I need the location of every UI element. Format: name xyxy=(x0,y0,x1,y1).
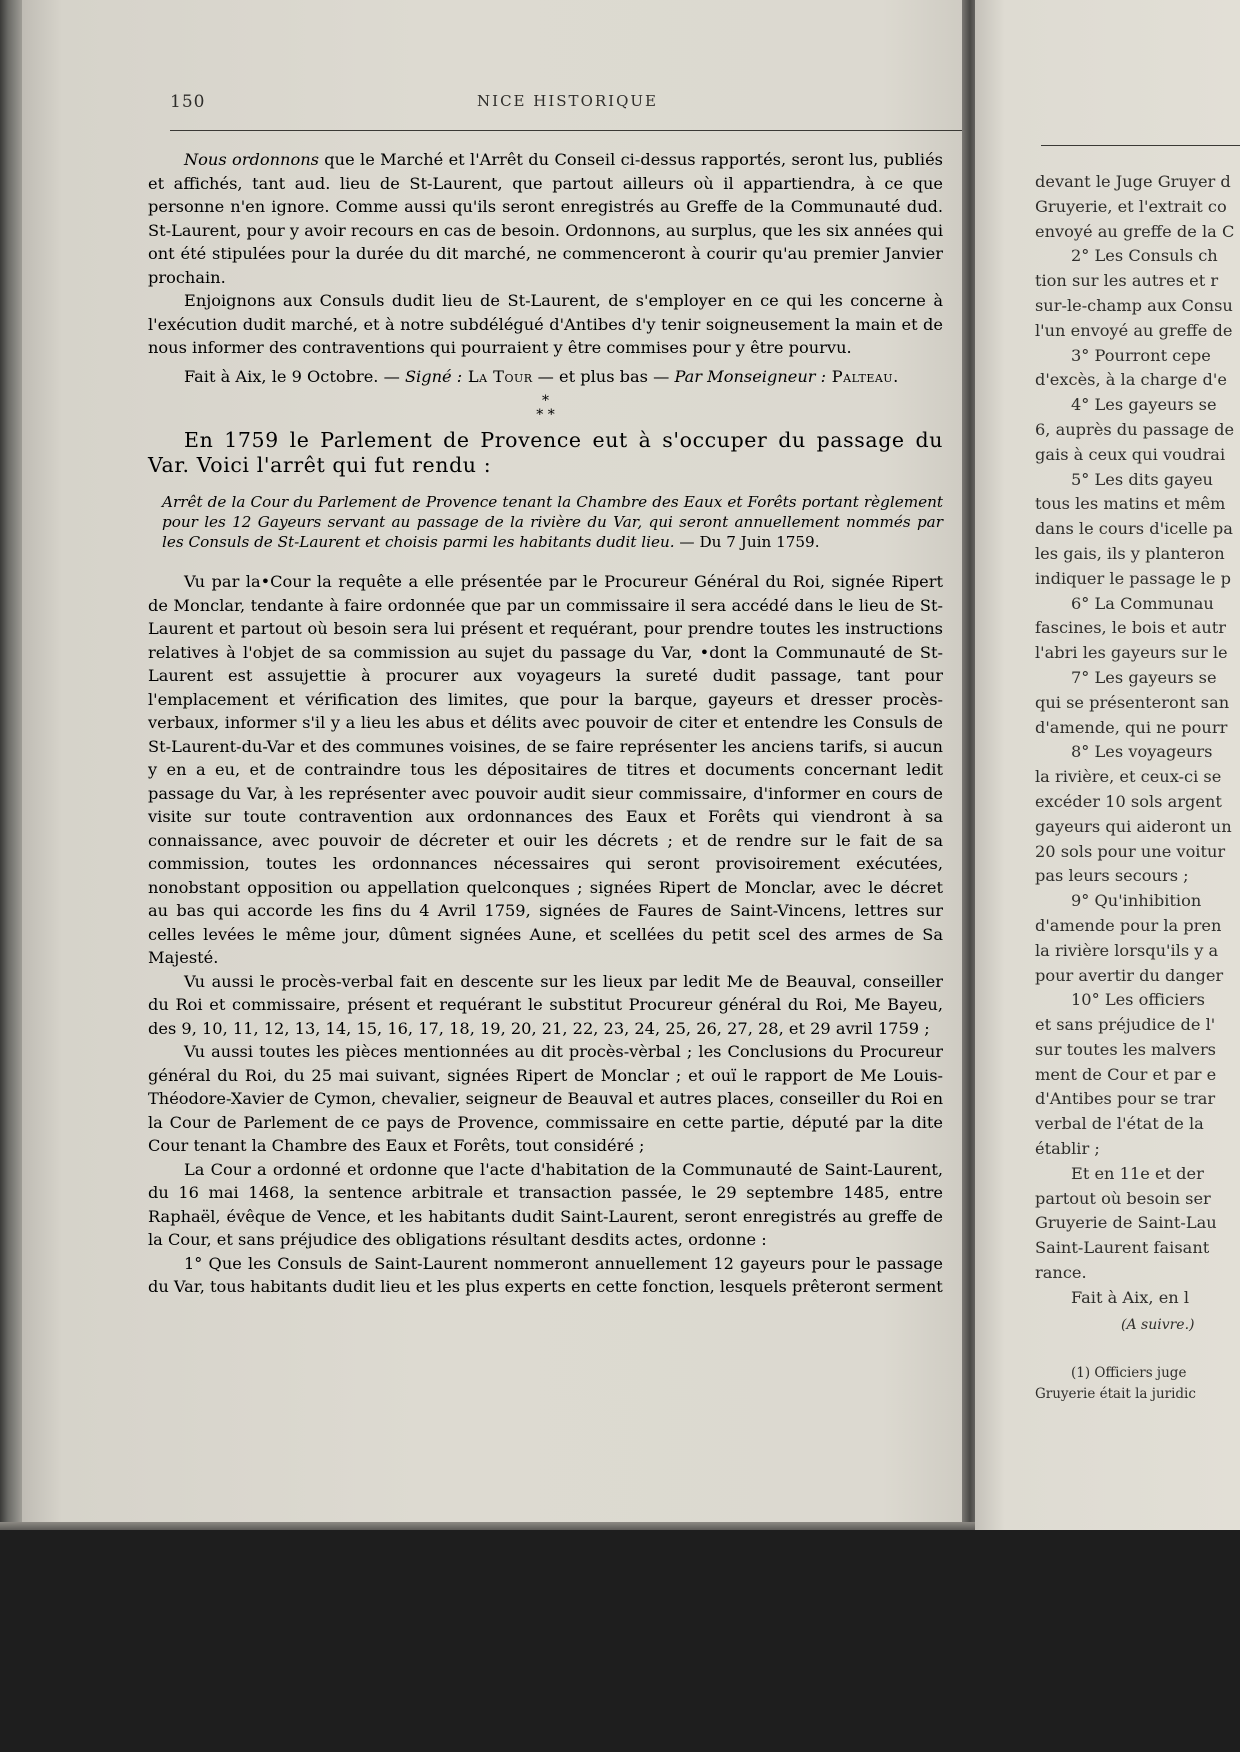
paragraph-enjoignons: Enjoignons aux Consuls dudit lieu de St-Laurent, de s'employer en ce qui les concerne à l'exécution dudit marché, et à notre subdélégué d'Antibes d'y tenir soigneusement la main et de nous informer des contraventions qui pourraient y être commises pour y être pourvu. xyxy=(148,291,943,357)
right-page-line: la rivière lorsqu'ils y a xyxy=(1035,940,1219,960)
signature-place-date: Fait à Aix, le 9 Octobre. — xyxy=(184,366,405,386)
right-page-line: dans le cours d'icelle pa xyxy=(1035,519,1233,539)
right-page-line: 6, auprès du passage de xyxy=(1035,419,1235,439)
right-page-line: rance. xyxy=(1035,1263,1087,1283)
right-page-line: pas leurs secours ; xyxy=(1035,866,1189,886)
right-page-line: 3° Pourront cepe xyxy=(1071,345,1211,365)
right-page-line: d'amende, qui ne pourr xyxy=(1035,717,1228,737)
right-page-line: qui se présenteront san xyxy=(1035,692,1230,712)
arret-title xyxy=(148,492,943,552)
right-page-line: fascines, le bois et autr xyxy=(1035,618,1226,638)
scan-background xyxy=(0,1530,1240,1752)
right-page-line: Fait à Aix, en l xyxy=(1071,1287,1190,1307)
right-page-line: l'un envoyé au greffe de xyxy=(1035,320,1233,340)
right-page-line: tous les matins et mêm xyxy=(1035,494,1226,514)
right-page-line: pour avertir du danger xyxy=(1035,965,1224,985)
right-page-line: Saint-Laurent faisant xyxy=(1035,1238,1210,1258)
signature-line xyxy=(148,365,943,389)
right-page-line: établir ; xyxy=(1035,1139,1100,1159)
right-page-line: devant le Juge Gruyer d xyxy=(1035,172,1231,191)
right-page-line: Gruyerie de Saint-Lau xyxy=(1035,1213,1217,1233)
right-page-line: et sans préjudice de l' xyxy=(1035,1015,1216,1035)
italic-lead: Nous ordonnons xyxy=(184,150,319,169)
right-page-line: verbal de l'état de la xyxy=(1035,1114,1204,1134)
right-page-line: 6° La Communau xyxy=(1071,593,1214,613)
journal-title: NICE HISTORIQUE xyxy=(477,92,658,110)
right-page-body xyxy=(1035,170,1240,1405)
arret-title-text: Arrêt de la Cour du Parlement de Provence tenant la Chambre des Eaux et Forêts portant règlement pour les 12 Gayeurs servant au passage de la rivière du Var, qui seront annuellement nommés par les Consuls de St-Laurent et choisis parmi les habitants dudit lieu. xyxy=(162,493,943,551)
paragraph-vu-pieces: Vu aussi toutes les pièces mentionnées au dit procès-vèrbal ; les Conclusions du Procureur général du Roi, du 25 mai suivant, signées Ripert de Monclar ; et ouï le rapport de Me Louis-Théodore-Xavier de Cymon, chevalier, seigneur de Beauval et autres places, conseiller du Roi en la Cour de Parlement de ce pays de Provence, commissaire en cette partie, député par la dite Cour tenant la Chambre des Eaux et Forêts, tout considéré ; xyxy=(148,1042,943,1155)
right-page-line: les gais, ils y planteron xyxy=(1035,543,1225,563)
right-page-line: 10° Les officiers xyxy=(1071,990,1205,1010)
section-heading: En 1759 le Parlement de Provence eut à s'occuper du passage du Var. Voici l'arrêt qui fut rendu : xyxy=(148,428,943,477)
paragraph-text: que le Marché et l'Arrêt du Conseil ci-dessus rapportés, seront lus, publiés et affichés, tant aud. lieu de St-Laurent, que partout ailleurs où il appartiendra, à ce que personne n'en ignore. Comme aussi qu'ils seront enregistrés au Greffe de la Communauté dud. St-Laurent, pour y avoir recours en cas de besoin. Ordonnons, au surplus, que les six années qui ont été stipulées pour la durée du dit marché, ne commenceront à courir qu'au premier Janvier prochain. xyxy=(148,150,943,287)
right-page-line: 7° Les gayeurs se xyxy=(1071,667,1217,687)
page-number: 150 xyxy=(170,92,206,112)
running-head xyxy=(170,92,965,116)
right-page xyxy=(975,0,1240,1545)
right-page-line: sur-le-champ aux Consu xyxy=(1035,295,1233,315)
signature-name-palteau: Palteau. xyxy=(826,366,899,386)
right-page-line: sur toutes les malvers xyxy=(1035,1039,1216,1059)
right-page-line: la rivière, et ceux-ci se xyxy=(1035,767,1222,787)
arret-title-date: — Du 7 Juin 1759. xyxy=(674,533,820,551)
right-page-line: d'excès, à la charge d'e xyxy=(1035,370,1227,390)
paragraph-vu-requete: Vu par la•Cour la requête a elle présentée par le Procureur Général du Roi, signée Ripert de Monclar, tendante à faire ordonnée que par un commissaire il sera accédé dans le lieu de St-Laurent et partout où besoin sera lui présent et requérant, pour prendre toutes les instructions relatives à l'objet de sa commission au sujet du passage du Var, •dont la Communauté de St-Laurent est assujettie à procurer aux voyageurs la sureté dudit passage, tant pour l'emplacement et vérification des limites, que pour la barque, gayeurs et dresser procès-verbaux, informer s'il y a lieu les abus et délits avec pouvoir de citer et entendre les Consuls de St-Laurent-du-Var et des communes voisines, de se faire représenter les anciens tarifs, si aucun y en a eu, et de contraindre tous les dépositaires de titres et documents concernant ledit passage du Var, à les représenter avec pouvoir audit sieur commissaire, d'informer en cours de visite sur toute contravention aux ordonnances des Eaux et Forêts qui viendront à sa connaissance, avec pouvoir de décreter et ouir les décrets ; et de rendre sur le fait de sa commission, toutes les ordonnances nécessaires qui seront provisoirement exécutées, nonobstant opposition ou appellation quelconques ; signées Ripert de Monclar, avec le décret au bas qui accorde les fins du 4 Avril 1759, signées de Faures de Saint-Vincens, lettres sur celles levées le même jour, dûment signées Aune, et scellées du petit scel des armes de Sa Majesté. xyxy=(148,572,943,967)
right-page-line: tion sur les autres et r xyxy=(1035,271,1219,291)
right-page-line: envoyé au greffe de la C xyxy=(1035,221,1235,241)
paragraph-article-1: 1° Que les Consuls de Saint-Laurent nommeront annuellement 12 gayeurs pour le passage du Var, tous habitants dudit lieu et les plus experts en cette fonction, lesquels prêteront serment xyxy=(148,1253,943,1296)
right-page-line: d'amende pour la pren xyxy=(1035,915,1222,935)
right-page-line: Gruyerie, et l'extrait co xyxy=(1035,196,1227,216)
right-page-line: 4° Les gayeurs se xyxy=(1071,395,1217,415)
left-page-body xyxy=(148,148,943,1299)
paragraph-vu-proces-verbal: Vu aussi le procès-verbal fait en descente sur les lieux par ledit Me de Beauval, conseiller du Roi et commissaire, présent et requérant le substitut Procureur général du Roi, Me Bayeu, des 9, 10, 11, 12, 13, 14, 15, 16, 17, 18, 19, 20, 21, 22, 23, 24, 25, 26, 27, 28, et 29 avril 1759 ; xyxy=(148,971,943,1038)
right-page-line: excéder 10 sols argent xyxy=(1035,791,1222,811)
right-page-line: l'abri les gayeurs sur le xyxy=(1035,643,1228,663)
continuation-note: (A suivre.) xyxy=(1121,1316,1195,1333)
right-page-line: indiquer le passage le p xyxy=(1035,568,1231,588)
right-header-rule xyxy=(1041,145,1240,146)
signature-signe: Signé : xyxy=(404,366,463,386)
paragraph-ordonnons xyxy=(148,148,943,289)
paragraph-la-cour: La Cour a ordonné et ordonne que l'acte d'habitation de la Communauté de Saint-Laurent, du 16 mai 1468, la sentence arbitrale et transaction passée, le 29 septembre 1485, entre Raphaël, évêque de Vence, et les habitants dudit Saint-Laurent, seront enregistrés au greffe de la Cour, et sans préjudice des obligations résultant desdits actes, ordonne : xyxy=(148,1159,943,1249)
right-page-line: d'Antibes pour se trar xyxy=(1035,1089,1216,1109)
signature-name-latour: La Tour xyxy=(462,366,533,386)
right-page-line: 8° Les voyageurs xyxy=(1071,742,1213,762)
footnote-line: Gruyerie était la juridic xyxy=(1035,1386,1196,1403)
asterism-top: * xyxy=(542,393,549,409)
header-rule xyxy=(170,130,965,131)
footnote-line: (1) Officiers juge xyxy=(1071,1365,1187,1382)
right-page-line: 2° Les Consuls ch xyxy=(1071,246,1218,266)
asterism-divider xyxy=(148,394,943,422)
right-page-line: gayeurs qui aideront un xyxy=(1035,816,1232,836)
signature-connector: — et plus bas — xyxy=(532,366,675,386)
right-page-line: Et en 11e et der xyxy=(1071,1163,1204,1183)
right-page-line: 9° Qu'inhibition xyxy=(1071,891,1202,911)
right-page-line: partout où besoin ser xyxy=(1035,1188,1211,1208)
right-page-line: ment de Cour et par e xyxy=(1035,1064,1217,1084)
right-page-line: gais à ceux qui voudrai xyxy=(1035,444,1226,464)
signature-par-monseigneur: Par Monseigneur : xyxy=(674,366,827,386)
right-page-line: 5° Les dits gayeu xyxy=(1071,469,1213,489)
right-page-line: 20 sols pour une voitur xyxy=(1035,841,1226,861)
asterism-bottom: * * xyxy=(536,407,555,423)
